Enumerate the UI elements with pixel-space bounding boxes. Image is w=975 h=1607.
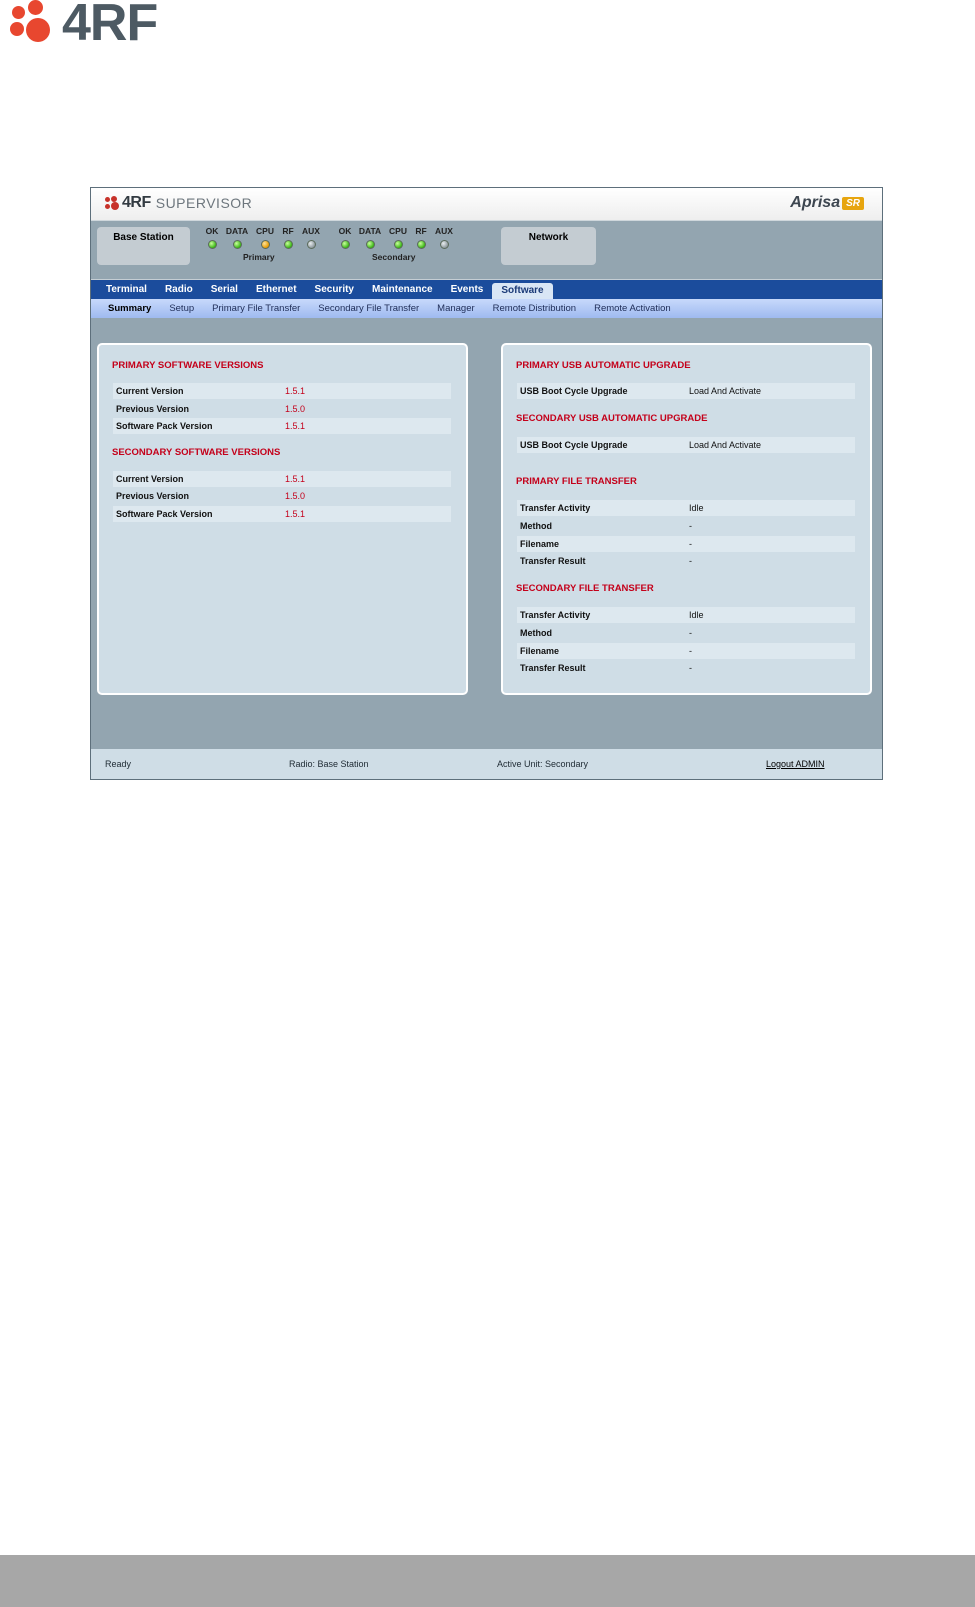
- main-nav: [91, 280, 882, 299]
- status-radio: Radio: Base Station: [289, 759, 369, 769]
- network-label: Network: [528, 232, 569, 243]
- app-window: [90, 187, 883, 780]
- subtab-remote-activation[interactable]: Remote Activation: [594, 303, 671, 314]
- led-aux-icon: [440, 240, 449, 249]
- primary-file-transfer-title: PRIMARY FILE TRANSFER: [516, 476, 637, 487]
- status-ready: Ready: [105, 759, 132, 769]
- primary-led-rf: RF: [279, 226, 297, 249]
- table-row: Method -: [520, 521, 692, 531]
- table-row: Previous Version 1.5.0: [116, 491, 306, 501]
- primary-usb-title: PRIMARY USB AUTOMATIC UPGRADE: [516, 360, 691, 371]
- secondary-led-ok: OK: [336, 226, 354, 249]
- subtab-remote-distribution[interactable]: Remote Distribution: [492, 303, 577, 314]
- secondary-file-transfer-title: SECONDARY FILE TRANSFER: [516, 583, 654, 594]
- status-active-unit: Active Unit: Secondary: [497, 759, 589, 769]
- aprisa-name: Aprisa: [790, 194, 841, 211]
- upgrade-transfer-panel: [501, 343, 872, 695]
- network-button[interactable]: [501, 227, 596, 265]
- tab-software[interactable]: Software: [492, 283, 552, 299]
- table-row: Method -: [520, 628, 692, 638]
- primary-led-cpu: CPU: [254, 226, 276, 249]
- led-aux-icon: [307, 240, 316, 249]
- primary-versions-title: PRIMARY SOFTWARE VERSIONS: [112, 360, 264, 371]
- table-row: Transfer Activity Idle: [517, 500, 855, 516]
- software-versions-panel: [97, 343, 468, 695]
- table-row: Software Pack Version 1.5.1: [113, 418, 451, 434]
- logout-link[interactable]: Logout ADMIN: [766, 759, 825, 769]
- tab-maintenance[interactable]: Maintenance: [372, 284, 433, 295]
- table-row: Filename -: [517, 643, 855, 659]
- subtab-primary-file-transfer[interactable]: Primary File Transfer: [212, 303, 301, 314]
- logo-dots-icon: [10, 0, 56, 46]
- secondary-versions-title: SECONDARY SOFTWARE VERSIONS: [112, 447, 281, 458]
- subtab-summary[interactable]: Summary: [108, 303, 152, 314]
- led-ok-icon: [341, 240, 350, 249]
- secondary-label: Secondary: [372, 252, 416, 262]
- table-row: Transfer Result -: [520, 663, 692, 673]
- subtab-manager[interactable]: Manager: [437, 303, 475, 314]
- status-area: [91, 221, 882, 280]
- table-row: Filename -: [517, 536, 855, 552]
- tab-radio[interactable]: Radio: [164, 284, 193, 295]
- logo-text: 4RF: [62, 0, 158, 52]
- table-row: Transfer Activity Idle: [517, 607, 855, 623]
- secondary-usb-title: SECONDARY USB AUTOMATIC UPGRADE: [516, 413, 708, 424]
- page-footer-bar: [0, 1555, 975, 1607]
- led-data-icon: [233, 240, 242, 249]
- app-header: [91, 188, 882, 221]
- primary-label: Primary: [243, 252, 275, 262]
- subtab-setup[interactable]: Setup: [169, 303, 195, 314]
- base-station-button[interactable]: [97, 227, 190, 265]
- base-station-label: Base Station: [113, 232, 174, 243]
- app-status-bar: [91, 749, 882, 779]
- primary-led-data: DATA: [223, 226, 251, 249]
- tab-security[interactable]: Security: [314, 284, 354, 295]
- secondary-led-aux: AUX: [432, 226, 456, 249]
- sub-nav: [91, 299, 882, 318]
- tab-serial[interactable]: Serial: [210, 284, 238, 295]
- table-row: USB Boot Cycle Upgrade Load And Activate: [517, 437, 855, 453]
- table-row: Previous Version 1.5.0: [116, 404, 306, 414]
- primary-led-aux: AUX: [299, 226, 323, 249]
- table-row: Current Version 1.5.1: [113, 383, 451, 399]
- company-logo: [10, 0, 158, 52]
- supervisor-brand: [105, 194, 252, 212]
- table-row: Current Version 1.5.1: [113, 471, 451, 487]
- led-cpu-icon: [261, 240, 270, 249]
- aprisa-logo: [790, 194, 864, 212]
- tab-events[interactable]: Events: [450, 284, 484, 295]
- table-row: USB Boot Cycle Upgrade Load And Activate: [517, 383, 855, 399]
- primary-leds: [203, 226, 328, 271]
- table-row: Transfer Result -: [520, 556, 692, 566]
- brand-name: 4RF: [122, 194, 151, 211]
- secondary-led-cpu: CPU: [387, 226, 409, 249]
- secondary-led-rf: RF: [412, 226, 430, 249]
- tab-terminal[interactable]: Terminal: [106, 284, 147, 295]
- led-rf-icon: [417, 240, 426, 249]
- brand-product: SUPERVISOR: [155, 195, 253, 211]
- primary-led-ok: OK: [203, 226, 221, 249]
- subtab-secondary-file-transfer[interactable]: Secondary File Transfer: [318, 303, 420, 314]
- led-cpu-icon: [394, 240, 403, 249]
- secondary-led-data: DATA: [356, 226, 384, 249]
- tab-ethernet[interactable]: Ethernet: [255, 284, 297, 295]
- table-row: Software Pack Version 1.5.1: [113, 506, 451, 522]
- aprisa-badge: SR: [842, 197, 864, 210]
- led-ok-icon: [208, 240, 217, 249]
- led-rf-icon: [284, 240, 293, 249]
- brand-dots-icon: [105, 196, 119, 210]
- secondary-leds: [336, 226, 461, 271]
- led-data-icon: [366, 240, 375, 249]
